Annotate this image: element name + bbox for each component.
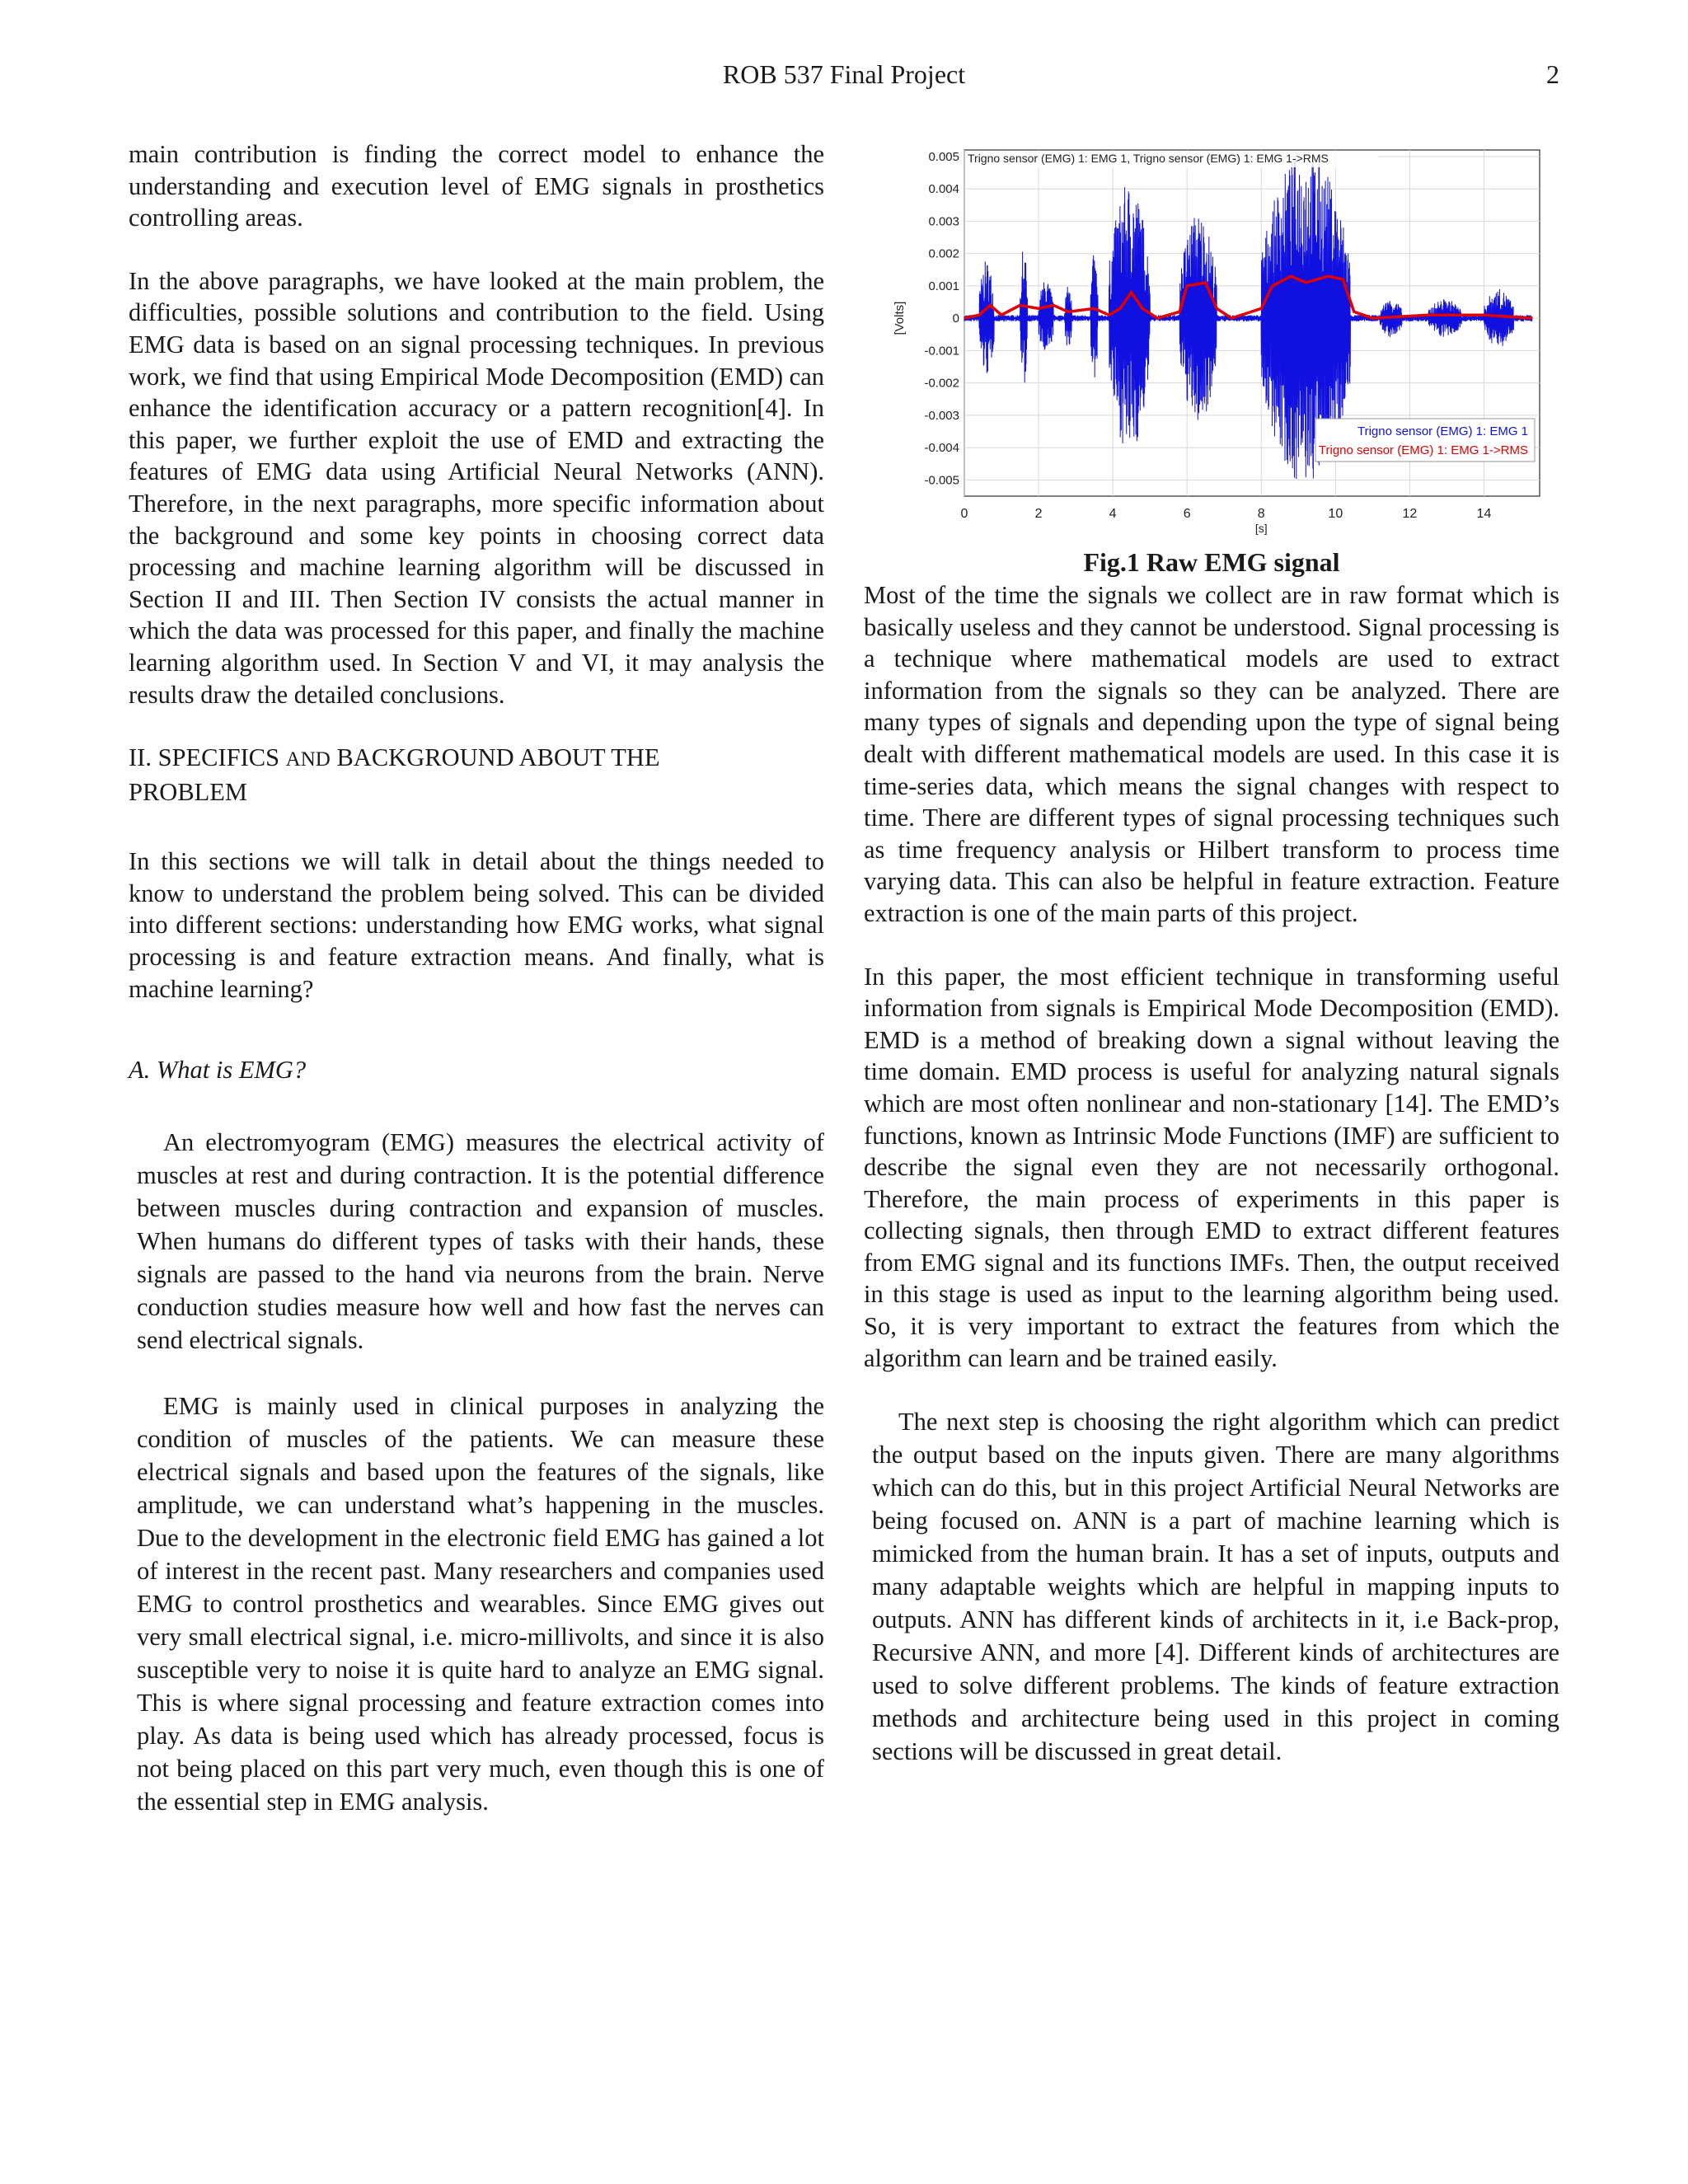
right-column: [864, 579, 1559, 1768]
y-tick-label: -0.005: [924, 473, 959, 488]
paragraph-emd: In this paper, the most efficient technique in transforming useful information from signals is Empirical Mode Decomposition (EMD). EMD is a method of breaking down a signal without leaving the time domain. EMD process is useful for analyzing natural signals which are most often nonlinear and non-stationary [14]. The EMD’s functions, known as Intrinsic Mode Functions (IMF) are sufficient to describe the signal even they are not necessarily orthogonal. Therefore, the main process of experiments in this paper is collecting signals, then through EMD to extract different features from EMG signal and its functions IMFs. Then, the output received in this stage is used as input to the learning algorithm being used. So, it is very important to extract the features from which the algorithm can learn and be trained easily.: [864, 962, 1559, 1372]
page-number: 2: [1546, 59, 1559, 89]
x-tick-label: 0: [960, 507, 968, 521]
section-heading-and: AND: [285, 748, 331, 771]
y-tick-label: 0.002: [928, 246, 959, 261]
x-tick-label: 12: [1402, 507, 1418, 521]
y-tick-label: -0.002: [924, 376, 959, 391]
paragraph-main-contribution: main contribution is finding the correct model to enhance the understanding and execution level of EMG signals in prosthetics controlling areas.: [129, 140, 824, 232]
y-tick-label: 0.004: [928, 182, 959, 197]
section-heading-part1: II. SPECIFICS: [129, 743, 286, 772]
x-tick-label: 2: [1034, 507, 1043, 521]
y-tick-label: -0.003: [924, 408, 959, 423]
chart-title: Trigno sensor (EMG) 1: EMG 1, Trigno sensor (EMG) 1: EMG 1->RMS: [968, 152, 1329, 165]
paragraph-overview: In the above paragraphs, we have looked at the main problem, the difficulties, possible solutions and contribution to the field. Using EMG data is based on an signal processing techniques. In previous work, we find that using Empirical Mode Decomposition (EMD) can enhance the identification accuracy or a pattern recognition[4]. In this paper, we further exploit the use of EMD and extracting the features of EMG data using Artificial Neural Networks (ANN). Therefore, in the next paragraphs, more specific information about the background and some key points in choosing correct data processing and machine learning algorithm will be discussed in Section II and III. Then Section IV consists the actual manner in which the data was processed for this paper, and finally the machine learning algorithm used. In Section V and VI, it may analysis the results draw the detailed conclusions.: [129, 266, 824, 709]
x-tick-label: 8: [1257, 507, 1265, 521]
figure-caption: Fig.1 Raw EMG signal: [1083, 547, 1340, 577]
subsection-heading-a: A. What is EMG?: [129, 1056, 307, 1085]
paragraph-signal-processing: Most of the time the signals we collect are in raw format which is basically useless and they cannot be understood. Signal processing is a technique where mathematical models are used to extract information from the signals so they can be analyzed. There are many types of signals and depending upon the type of signal being dealt with different mathematical models are used. In this case it is time-series data, which means the signal changes with respect to time. There are different types of signal processing techniques such as time frequency analysis or Hilbert transform to process time varying data. This can also be helpful in feature extraction. Feature extraction is one of the main parts of this project.: [864, 581, 1559, 927]
left-column: [129, 138, 824, 1818]
x-tick-label: 10: [1328, 507, 1343, 521]
y-tick-label: 0.003: [928, 214, 959, 229]
x-tick-label: 14: [1476, 507, 1492, 521]
paragraph-section-intro: In this sections we will talk in detail about the things needed to know to understand the problem being solved. This can be divided into different sections: understanding how EMG works, what signal processing is and feature extraction means. And finally, what is machine learning?: [129, 847, 824, 1003]
paragraph-emg-definition: An electromyogram (EMG) measures the electrical activity of muscles at rest and during contraction. It is the potential difference between muscles during contraction and expansion of muscles. When humans do different types of tasks with their hands, these signals are passed to the hand via neurons from the brain. Nerve conduction studies measure how well and how fast the nerves can send electrical signals.: [137, 1127, 824, 1354]
paragraph-emg-clinical: EMG is mainly used in clinical purposes in analyzing the condition of muscles of the patients. We can measure these electrical signals and based upon the features of the signals, like amplitude, we can understand what’s happening in the muscles. Due to the development in the electronic field EMG has gained a lot of interest in the recent past. Many researchers and companies used EMG to control prosthetics and wearables. Since EMG gives out very small electrical signal, i.e. micro-millivolts, and since it is also susceptible very to noise it is quite hard to analyze an EMG signal. This is where signal processing and feature extraction comes into play. As data is being used which has already processed, focus is not being placed on this part very much, even though this is one of the essential step in EMG analysis.: [137, 1391, 824, 1816]
section-heading-part2: BACKGROUND ABOUT THE: [330, 743, 660, 772]
y-tick-label: -0.004: [924, 441, 959, 456]
emg-figure: [892, 147, 1551, 551]
legend-entry-rms: Trigno sensor (EMG) 1: EMG 1->RMS: [1318, 443, 1528, 457]
x-axis-label: [s]: [1254, 522, 1268, 535]
y-tick-label: 0.001: [928, 279, 959, 293]
x-tick-label: 4: [1109, 507, 1117, 521]
y-tick-label: 0: [952, 312, 959, 326]
y-tick-label: -0.001: [924, 344, 959, 359]
legend-entry-raw: Trigno sensor (EMG) 1: EMG 1: [1357, 424, 1528, 438]
running-header-title: ROB 537 Final Project: [722, 59, 966, 89]
emg-chart: [892, 147, 1551, 551]
x-tick-label: 6: [1183, 507, 1191, 521]
y-tick-label: 0.005: [928, 149, 959, 164]
section-heading-ii: [129, 742, 824, 808]
section-heading-line2: PROBLEM: [129, 777, 248, 806]
paragraph-ann: The next step is choosing the right algorithm which can predict the output based on the inputs given. There are many algorithms which can do this, but in this project Artificial Neural Networks are being focused on. ANN is a part of machine learning which is mimicked from the human brain. It has a set of inputs, outputs and many adaptable weights which are helpful in mapping inputs to outputs. ANN has different kinds of architects in it, i.e Back-prop, Recursive ANN, and more [4]. Different kinds of architectures are used to solve different problems. The kinds of feature extraction methods and architecture being used in this project in coming sections will be discussed in great detail.: [872, 1408, 1559, 1766]
y-axis-label: [Volts]: [893, 301, 907, 335]
